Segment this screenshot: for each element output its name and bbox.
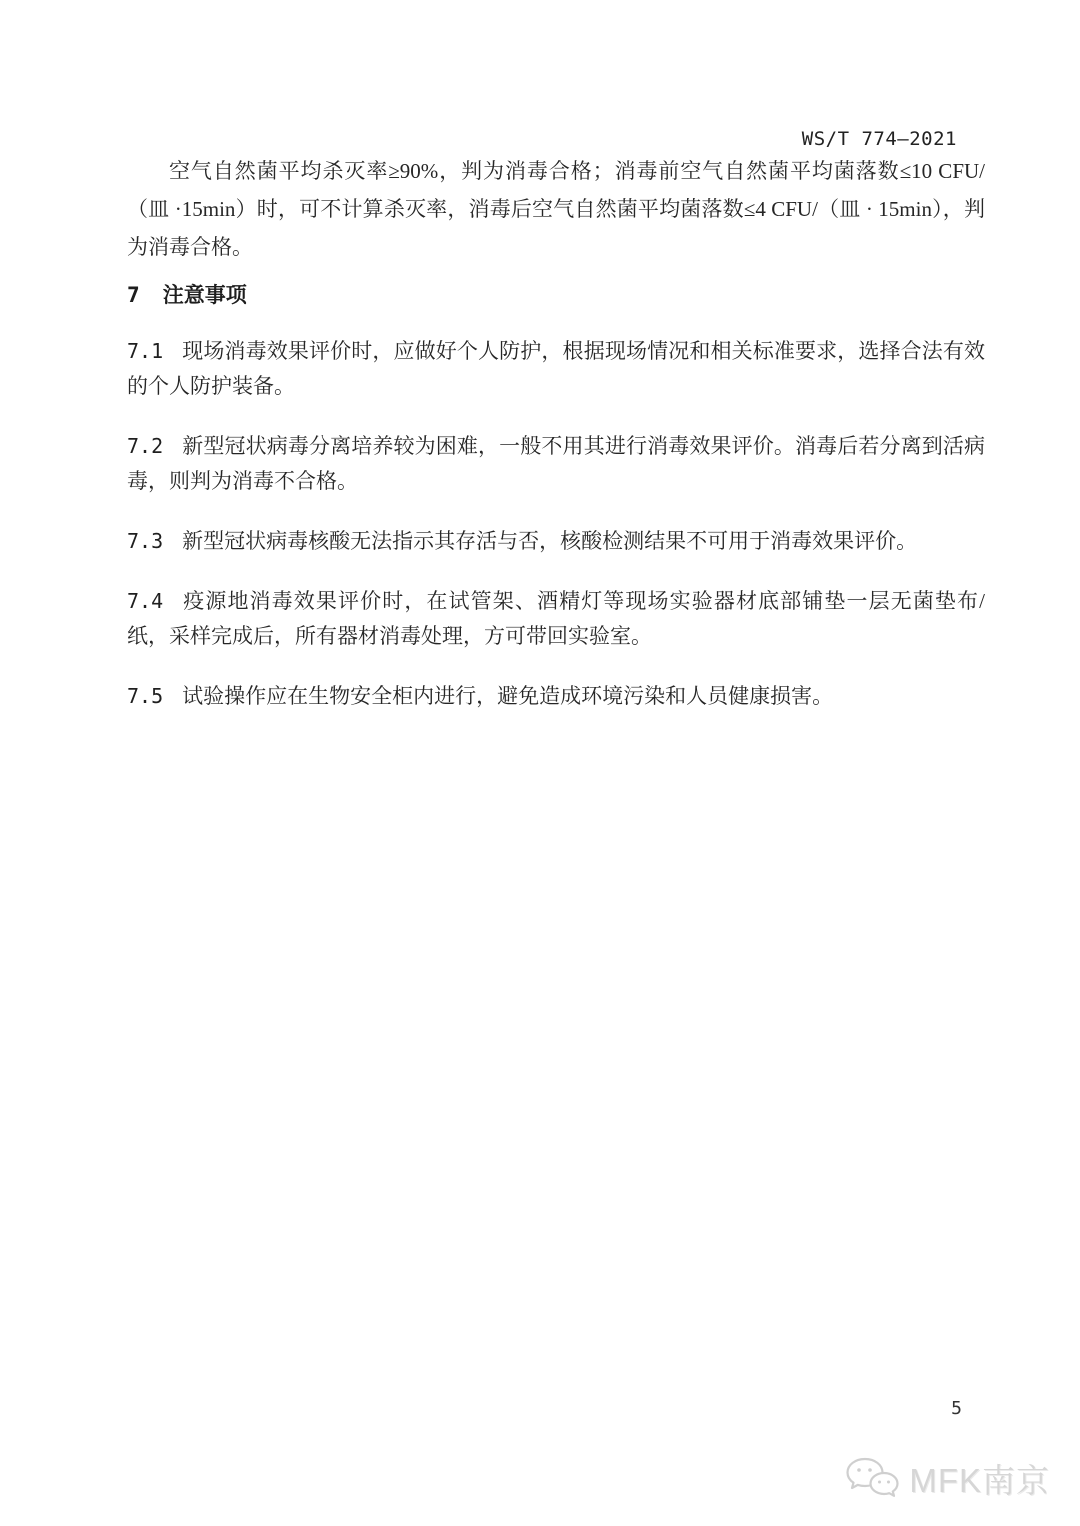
clause-number: 7.5 [127,684,164,708]
page-number: 5 [951,1398,962,1419]
section-heading [127,282,985,309]
clause-item [127,429,985,499]
section-title: 注意事项 [162,284,247,307]
watermark [843,1455,1050,1502]
standard-code-header: WS/T 774—2021 [801,128,957,150]
clause-text: 疫源地消毒效果评价时，在试管架、酒精灯等现场实验器材底部铺垫一层无菌垫布/纸，采样完成后，所有器材消毒处理，方可带回实验室。 [127,589,985,648]
clause-text: 新型冠状病毒分离培养较为困难，一般不用其进行消毒效果评价。消毒后若分离到活病毒，则判为消毒不合格。 [127,434,985,493]
page-content [0,128,1080,714]
clause-number: 7.2 [127,434,164,458]
clause-number: 7.3 [127,529,164,553]
wechat-icon [843,1456,901,1502]
section-number: 7 [127,283,140,307]
clause-item [127,584,985,654]
clause-item [127,524,985,559]
clause-item [127,679,985,714]
clause-number: 7.4 [127,589,164,613]
watermark-text: MFK南京 [909,1462,1050,1499]
intro-paragraph: 空气自然菌平均杀灭率≥90%，判为消毒合格；消毒前空气自然菌平均菌落数≤10 CFU/（皿 ·15min）时，可不计算杀灭率，消毒后空气自然菌平均菌落数≤4 CFU/（皿 · 15min），判为消毒合格。 [127,159,985,259]
clause-text: 现场消毒效果评价时，应做好个人防护，根据现场情况和相关标准要求，选择合法有效的个人防护装备。 [127,339,985,398]
clause-number: 7.1 [127,339,164,363]
clause-text: 新型冠状病毒核酸无法指示其存活与否，核酸检测结果不可用于消毒效果评价。 [182,529,918,553]
clause-item [127,334,985,404]
clause-text: 试验操作应在生物安全柜内进行，避免造成环境污染和人员健康损害。 [182,684,834,708]
